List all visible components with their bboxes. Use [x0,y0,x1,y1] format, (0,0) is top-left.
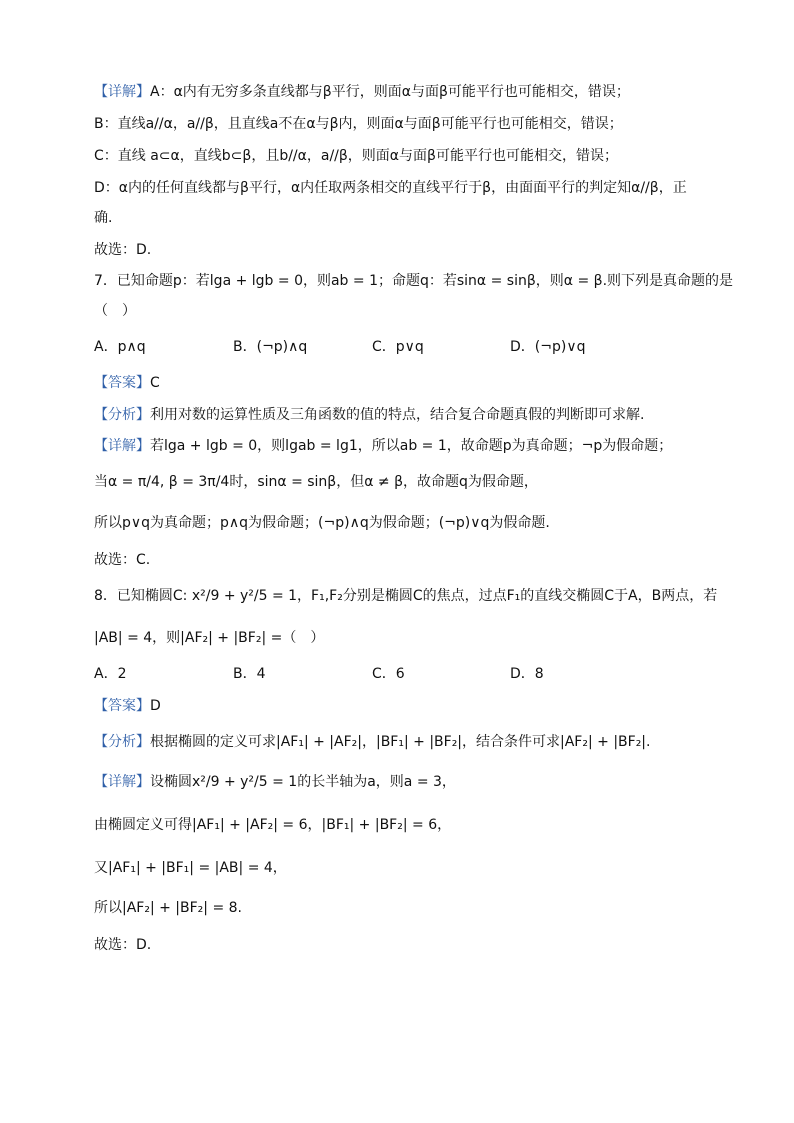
q8-answer [94,696,734,716]
q7-option-b: B．(¬p)∧q [233,339,308,355]
q7-detail-2: 当α = π/4, β = 3π/4时，sinα = sinβ，但α ≠ β，故命题q为假命题， [94,474,538,490]
q7-option-c: C．p∨q [372,339,424,355]
q7-analysis-tag: 【分析】 [94,407,150,423]
detail-line-d2: 确. [94,210,113,226]
q8-analysis [94,732,734,752]
q7-choice: 故选：C. [94,552,151,568]
detail-text-a: A：α内有无穷多条直线都与β平行，则面α与面β可能平行也可能相交，错误； [150,84,630,100]
q7-detail-text-1: 若lga + lgb = 0，则lgab = lg1，所以ab = 1，故命题p为真命题；¬p为假命题； [150,438,673,454]
q8-option-c: C．6 [372,666,405,682]
q7-stem-2: （ ） [94,303,136,319]
q7-answer-tag: 【答案】 [94,375,150,391]
detail-line-a [94,82,734,102]
q8-analysis-text: 根据椭圆的定义可求|AF₁| + |AF₂|，|BF₁| + |BF₂|，结合条件可求|AF₂| + |BF₂|. [150,734,651,750]
q7-option-a: A．p∧q [94,339,146,355]
q8-option-a: A．2 [94,666,127,682]
detail-line-d1: D：α内的任何直线都与β平行，α内任取两条相交的直线平行于β，由面面平行的判定知α//β，正 [94,180,687,196]
q7-analysis [94,405,734,425]
detail-tag: 【详解】 [94,84,150,100]
q8-stem-1: 8．已知椭圆C: x²/9 + y²/5 = 1，F₁,F₂分别是椭圆C的焦点，过点F₁的直线交椭圆C于A，B两点，若 [94,588,718,604]
q8-detail-4: 所以|AF₂| + |BF₂| = 8. [94,900,242,916]
q7-answer [94,373,734,393]
q7-stem-1: 7．已知命题p：若lga + lgb = 0，则ab = 1；命题q：若sinα = sinβ，则α = β.则下列是真命题的是 [94,273,734,289]
q7-detail-3: 所以p∨q为真命题；p∧q为假命题；(¬p)∧q为假命题；(¬p)∨q为假命题. [94,515,550,531]
q8-detail-tag: 【详解】 [94,774,150,790]
q8-detail-text-1: 设椭圆x²/9 + y²/5 = 1的长半轴为a，则a = 3， [150,774,456,790]
q8-option-d: D．8 [510,666,544,682]
q7-analysis-text: 利用对数的运算性质及三角函数的值的特点，结合复合命题真假的判断即可求解. [150,407,645,423]
q8-choice: 故选：D. [94,937,152,953]
detail-line-c: C：直线 a⊂α，直线b⊂β，且b//α，a//β，则面α与面β可能平行也可能相交，错误； [94,148,618,164]
q8-answer-value: D [150,698,161,714]
q8-analysis-tag: 【分析】 [94,734,150,750]
q7-option-d: D．(¬p)∨q [510,339,586,355]
q7-detail-tag: 【详解】 [94,438,150,454]
q8-detail-2: 由椭圆定义可得|AF₁| + |AF₂| = 6，|BF₁| + |BF₂| = 6， [94,817,452,833]
detail-line-b: B：直线a//α，a//β，且直线a不在α与β内，则面α与面β可能平行也可能相交，错误； [94,116,623,132]
q8-detail-3: 又|AF₁| + |BF₁| = |AB| = 4， [94,860,287,876]
q7-answer-value: C [150,375,160,391]
q8-detail-1 [94,772,734,792]
q7-detail-1 [94,436,734,456]
detail-choice: 故选：D. [94,242,152,258]
q8-answer-tag: 【答案】 [94,698,150,714]
q8-option-b: B．4 [233,666,266,682]
q8-stem-2: |AB| = 4，则|AF₂| + |BF₂| =（ ） [94,630,325,646]
